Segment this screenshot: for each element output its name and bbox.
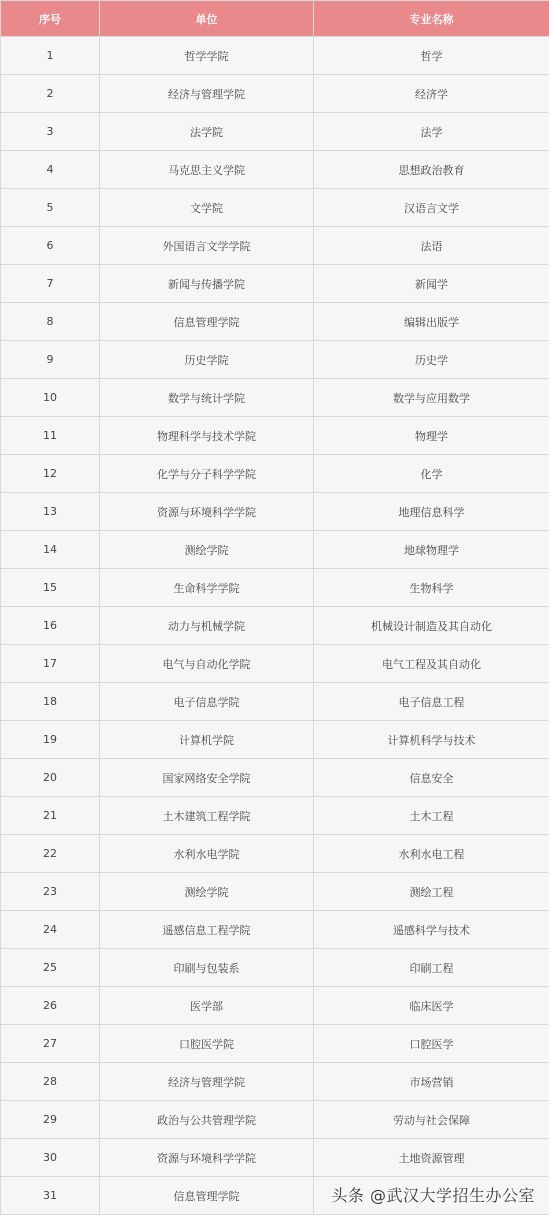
table-row — [1, 683, 549, 721]
cell-index: 15 — [1, 569, 100, 607]
cell-index: 16 — [1, 607, 100, 645]
cell-index: 18 — [1, 683, 100, 721]
table-row — [1, 797, 549, 835]
cell-unit: 动力与机械学院 — [100, 607, 314, 645]
table-row — [1, 1063, 549, 1101]
cell-index: 3 — [1, 113, 100, 151]
cell-major: 新闻学 — [314, 265, 549, 303]
cell-major: 水利水电工程 — [314, 835, 549, 873]
cell-major: 计算机科学与技术 — [314, 721, 549, 759]
table-row — [1, 1101, 549, 1139]
cell-major: 劳动与社会保障 — [314, 1101, 549, 1139]
table-row — [1, 645, 549, 683]
cell-index: 22 — [1, 835, 100, 873]
table-row — [1, 113, 549, 151]
table-row — [1, 455, 549, 493]
cell-major: 法学 — [314, 113, 549, 151]
table-row — [1, 607, 549, 645]
cell-unit: 印刷与包装系 — [100, 949, 314, 987]
header-index: 序号 — [1, 1, 100, 37]
cell-index: 8 — [1, 303, 100, 341]
table-row — [1, 303, 549, 341]
cell-unit: 经济与管理学院 — [100, 75, 314, 113]
cell-unit: 物理科学与技术学院 — [100, 417, 314, 455]
table-row — [1, 759, 549, 797]
table-row — [1, 987, 549, 1025]
cell-index: 5 — [1, 189, 100, 227]
cell-index: 9 — [1, 341, 100, 379]
table-row — [1, 227, 549, 265]
cell-major: 遥感科学与技术 — [314, 911, 549, 949]
cell-major: 口腔医学 — [314, 1025, 549, 1063]
cell-unit: 生命科学学院 — [100, 569, 314, 607]
table-row — [1, 189, 549, 227]
table-row — [1, 531, 549, 569]
cell-major: 物理学 — [314, 417, 549, 455]
cell-unit: 测绘学院 — [100, 531, 314, 569]
cell-unit: 文学院 — [100, 189, 314, 227]
cell-major: 历史学 — [314, 341, 549, 379]
cell-index: 29 — [1, 1101, 100, 1139]
cell-index: 19 — [1, 721, 100, 759]
cell-unit: 政治与公共管理学院 — [100, 1101, 314, 1139]
cell-index: 12 — [1, 455, 100, 493]
cell-major: 汉语言文学 — [314, 189, 549, 227]
cell-index: 17 — [1, 645, 100, 683]
cell-index: 26 — [1, 987, 100, 1025]
cell-major: 临床医学 — [314, 987, 549, 1025]
cell-major: 地球物理学 — [314, 531, 549, 569]
cell-major: 数学与应用数学 — [314, 379, 549, 417]
cell-index: 4 — [1, 151, 100, 189]
cell-index: 13 — [1, 493, 100, 531]
cell-unit: 电气与自动化学院 — [100, 645, 314, 683]
cell-major: 化学 — [314, 455, 549, 493]
cell-major: 信息安全 — [314, 759, 549, 797]
cell-index: 30 — [1, 1139, 100, 1177]
cell-major: 电气工程及其自动化 — [314, 645, 549, 683]
cell-unit: 资源与环境科学学院 — [100, 493, 314, 531]
cell-index: 2 — [1, 75, 100, 113]
cell-index: 20 — [1, 759, 100, 797]
cell-unit: 电子信息学院 — [100, 683, 314, 721]
cell-unit: 外国语言文学学院 — [100, 227, 314, 265]
table-row — [1, 721, 549, 759]
table-row — [1, 493, 549, 531]
cell-major: 土地资源管理 — [314, 1139, 549, 1177]
table-row — [1, 873, 549, 911]
cell-index: 11 — [1, 417, 100, 455]
cell-index: 21 — [1, 797, 100, 835]
cell-major: 机械设计制造及其自动化 — [314, 607, 549, 645]
cell-unit: 信息管理学院 — [100, 1177, 314, 1215]
table-row — [1, 1139, 549, 1177]
cell-major: 思想政治教育 — [314, 151, 549, 189]
table-header-row — [1, 1, 549, 37]
cell-unit: 国家网络安全学院 — [100, 759, 314, 797]
cell-major: 编辑出版学 — [314, 303, 549, 341]
table-row — [1, 835, 549, 873]
table-row — [1, 911, 549, 949]
cell-major: 法语 — [314, 227, 549, 265]
cell-index: 14 — [1, 531, 100, 569]
cell-major: 生物科学 — [314, 569, 549, 607]
cell-major: 地理信息科学 — [314, 493, 549, 531]
cell-unit: 土木建筑工程学院 — [100, 797, 314, 835]
cell-unit: 测绘学院 — [100, 873, 314, 911]
cell-unit: 医学部 — [100, 987, 314, 1025]
table-row — [1, 265, 549, 303]
cell-unit: 数学与统计学院 — [100, 379, 314, 417]
cell-unit: 哲学学院 — [100, 37, 314, 75]
cell-major: 市场营销 — [314, 1063, 549, 1101]
table-row — [1, 949, 549, 987]
cell-index: 24 — [1, 911, 100, 949]
header-unit: 单位 — [100, 1, 314, 37]
cell-major: 土木工程 — [314, 797, 549, 835]
cell-unit: 化学与分子科学学院 — [100, 455, 314, 493]
table-row — [1, 417, 549, 455]
table-row — [1, 379, 549, 417]
cell-major: 电子信息工程 — [314, 683, 549, 721]
table-row — [1, 37, 549, 75]
cell-unit: 新闻与传播学院 — [100, 265, 314, 303]
header-major: 专业名称 — [314, 1, 549, 37]
cell-index: 23 — [1, 873, 100, 911]
cell-unit: 信息管理学院 — [100, 303, 314, 341]
table-row — [1, 75, 549, 113]
cell-index: 31 — [1, 1177, 100, 1215]
cell-major: 哲学 — [314, 37, 549, 75]
cell-index: 27 — [1, 1025, 100, 1063]
cell-unit: 遥感信息工程学院 — [100, 911, 314, 949]
cell-unit: 口腔医学院 — [100, 1025, 314, 1063]
cell-index: 28 — [1, 1063, 100, 1101]
table-row — [1, 569, 549, 607]
cell-unit: 历史学院 — [100, 341, 314, 379]
cell-index: 1 — [1, 37, 100, 75]
cell-major: 印刷工程 — [314, 949, 549, 987]
table-row — [1, 151, 549, 189]
cell-index: 10 — [1, 379, 100, 417]
cell-index: 7 — [1, 265, 100, 303]
cell-major: 经济学 — [314, 75, 549, 113]
watermark: 头条 @武汉大学招生办公室 — [331, 1186, 535, 1205]
table-row — [1, 1025, 549, 1063]
cell-unit: 计算机学院 — [100, 721, 314, 759]
cell-index: 25 — [1, 949, 100, 987]
cell-unit: 经济与管理学院 — [100, 1063, 314, 1101]
table-row — [1, 341, 549, 379]
cell-major: 测绘工程 — [314, 873, 549, 911]
cell-unit: 马克思主义学院 — [100, 151, 314, 189]
cell-unit: 资源与环境科学学院 — [100, 1139, 314, 1177]
cell-index: 6 — [1, 227, 100, 265]
cell-unit: 水利水电学院 — [100, 835, 314, 873]
cell-unit: 法学院 — [100, 113, 314, 151]
